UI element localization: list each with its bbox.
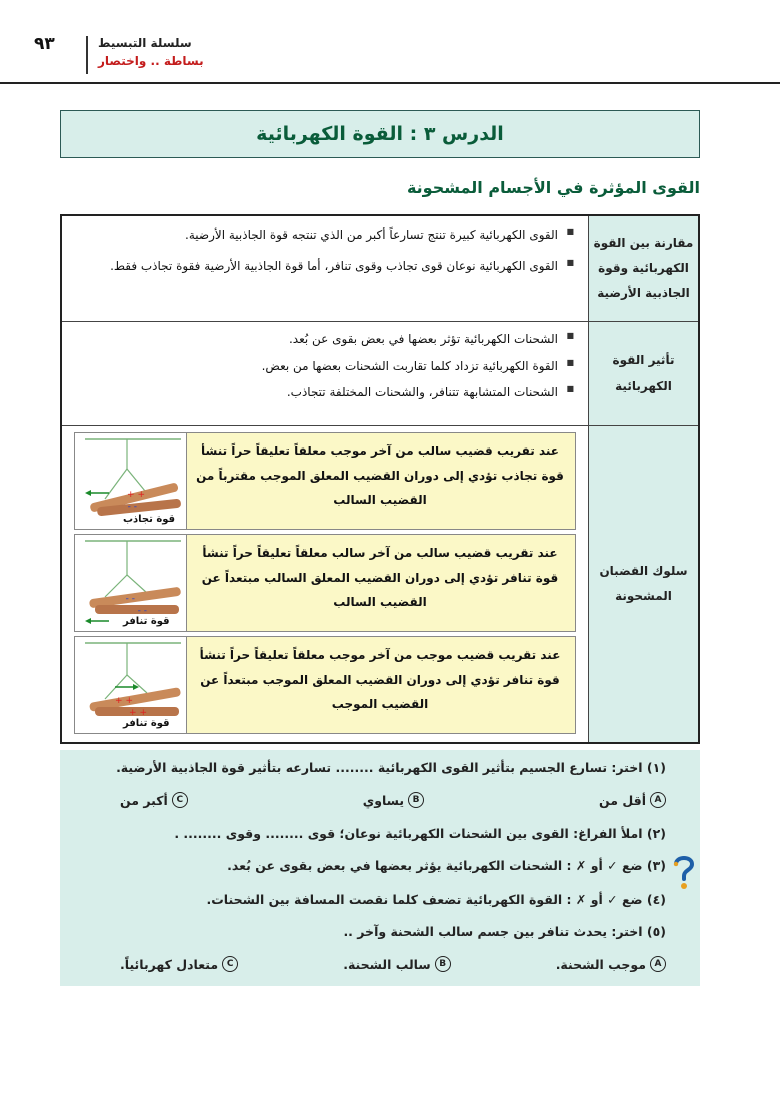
option-a[interactable] [599,792,666,808]
option-text: موجب الشحنة. [555,956,646,972]
question-mark-icon [670,852,698,892]
list-item: ■ الشحنات المتشابهة تتنافر، والشحنات المختلفة تتجاذب. [76,383,574,402]
header-rule [0,82,780,84]
row-label: مقارنة بين القوة الكهربائية وقوة الجاذبية الأرضية [588,216,698,321]
option-text: سالب الشحنة. [343,956,431,972]
question-1: (١) اختر: تسارع الجسيم بتأثير القوى الكهربائية ........ تسارعه بتأثير قوة الجاذبية الأرضية. [116,760,666,775]
option-text: أكبر من [120,792,168,808]
page-header [30,30,230,80]
page-number: ٩٣ [34,34,55,54]
option-c[interactable] [120,792,188,808]
row-label: تأثير القوة الكهربائية [588,322,698,425]
option-b[interactable] [343,956,450,972]
row-label: سلوك القضبان المشحونة [588,426,698,742]
svg-text:- -: - - [125,594,135,604]
table-row [62,216,698,322]
option-letter: C [222,956,238,972]
summary-table [60,214,700,744]
rod-figure [75,433,187,529]
figure-label: قوة تنافر [123,718,170,729]
question-3: (٣) ضع ✓ أو ✗ : الشحنات الكهربائية يؤثر بعضها في بعض بقوى عن بُعد. [227,858,666,873]
header-divider [86,36,88,74]
case-text: عند تقريب قضيب موجب من آخر موجب معلقاً تعليقاً حراً تنشأ قوة تنافر تؤدي إلى دوران القضيب المعلق الموجب مبتعداً عن القضيب الموجب [199,648,561,712]
case-text: عند تقريب قضيب سالب من آخر موجب معلقاً تعليقاً حراً تنشأ قوة تجاذب تؤدي إلى دوران القضيب المعلق الموجب مقترباً من القضيب السالب [196,444,564,508]
figure-label: قوة تجاذب [123,514,176,525]
svg-text:+ +: + + [115,696,133,706]
case-text: عند تقريب قضيب سالب من آخر سالب معلقاً تعليقاً حراً تنشأ قوة تنافر تؤدي إلى دوران القضيب المعلق السالب مبتعداً عن القضيب السالب [201,546,559,610]
list-item: ■ القوى الكهربائية كبيرة تنتج تسارعاً أكبر من الذي تنتجه قوة الجاذبية الأرضية. [76,224,574,247]
option-letter: B [435,956,451,972]
lesson-title-box [60,110,700,158]
rod-case-repulsion-positive [74,636,576,734]
option-text: متعادل كهربائياً. [120,956,219,972]
rod-case-attraction [74,432,576,530]
lesson-title: الدرس ٣ : القوة الكهربائية [256,123,504,145]
option-letter: A [650,792,666,808]
question-1-options [120,792,666,808]
option-b[interactable] [363,792,424,808]
option-letter: C [172,792,188,808]
row-content [62,322,588,425]
option-letter: A [650,956,666,972]
question-2: (٢) املأ الفراغ: القوى بين الشحنات الكهربائية نوعان؛ قوى ........ وقوى ........ . [174,826,666,841]
option-letter: B [408,792,424,808]
option-c[interactable] [120,956,238,972]
option-a[interactable] [556,956,666,972]
rod-figure [75,535,187,631]
figure-label: قوة تنافر [123,616,170,627]
option-text: يساوي [362,792,405,808]
svg-text:- -: - - [127,502,137,512]
svg-text:- -: - - [137,606,147,616]
list-item: ■ القوة الكهربائية تزداد كلما تقاربت الشحنات بعضها من بعض. [76,357,574,376]
section-title: القوى المؤثرة في الأجسام المشحونة [406,178,700,197]
svg-text:+ +: + + [127,490,145,500]
list-item: ■ القوى الكهربائية نوعان قوى تجاذب وقوى تنافر، أما قوة الجاذبية الأرضية فقوة تجاذب فقط. [76,255,574,278]
rod-case-repulsion-negative [74,534,576,632]
list-item: ■ الشحنات الكهربائية تؤثر بعضها في بعض بقوى عن بُعد. [76,330,574,349]
row-content [62,216,588,321]
question-4: (٤) ضع ✓ أو ✗ : القوة الكهربائية تضعف كلما نقصت المسافة بين الشحنات. [206,892,666,907]
series-tagline: بساطة .. واختصار [98,54,204,68]
question-5-options [120,956,666,972]
rod-figure [75,637,187,733]
table-row [62,322,698,426]
table-row [62,426,698,742]
question-5: (٥) اختر: يحدث تنافر بين جسم سالب الشحنة وآخر .. [343,924,666,939]
series-name: سلسلة التبسيط [98,36,192,50]
svg-text:+ +: + + [129,708,147,718]
questions-panel [60,750,700,986]
option-text: أقل من [599,792,646,808]
